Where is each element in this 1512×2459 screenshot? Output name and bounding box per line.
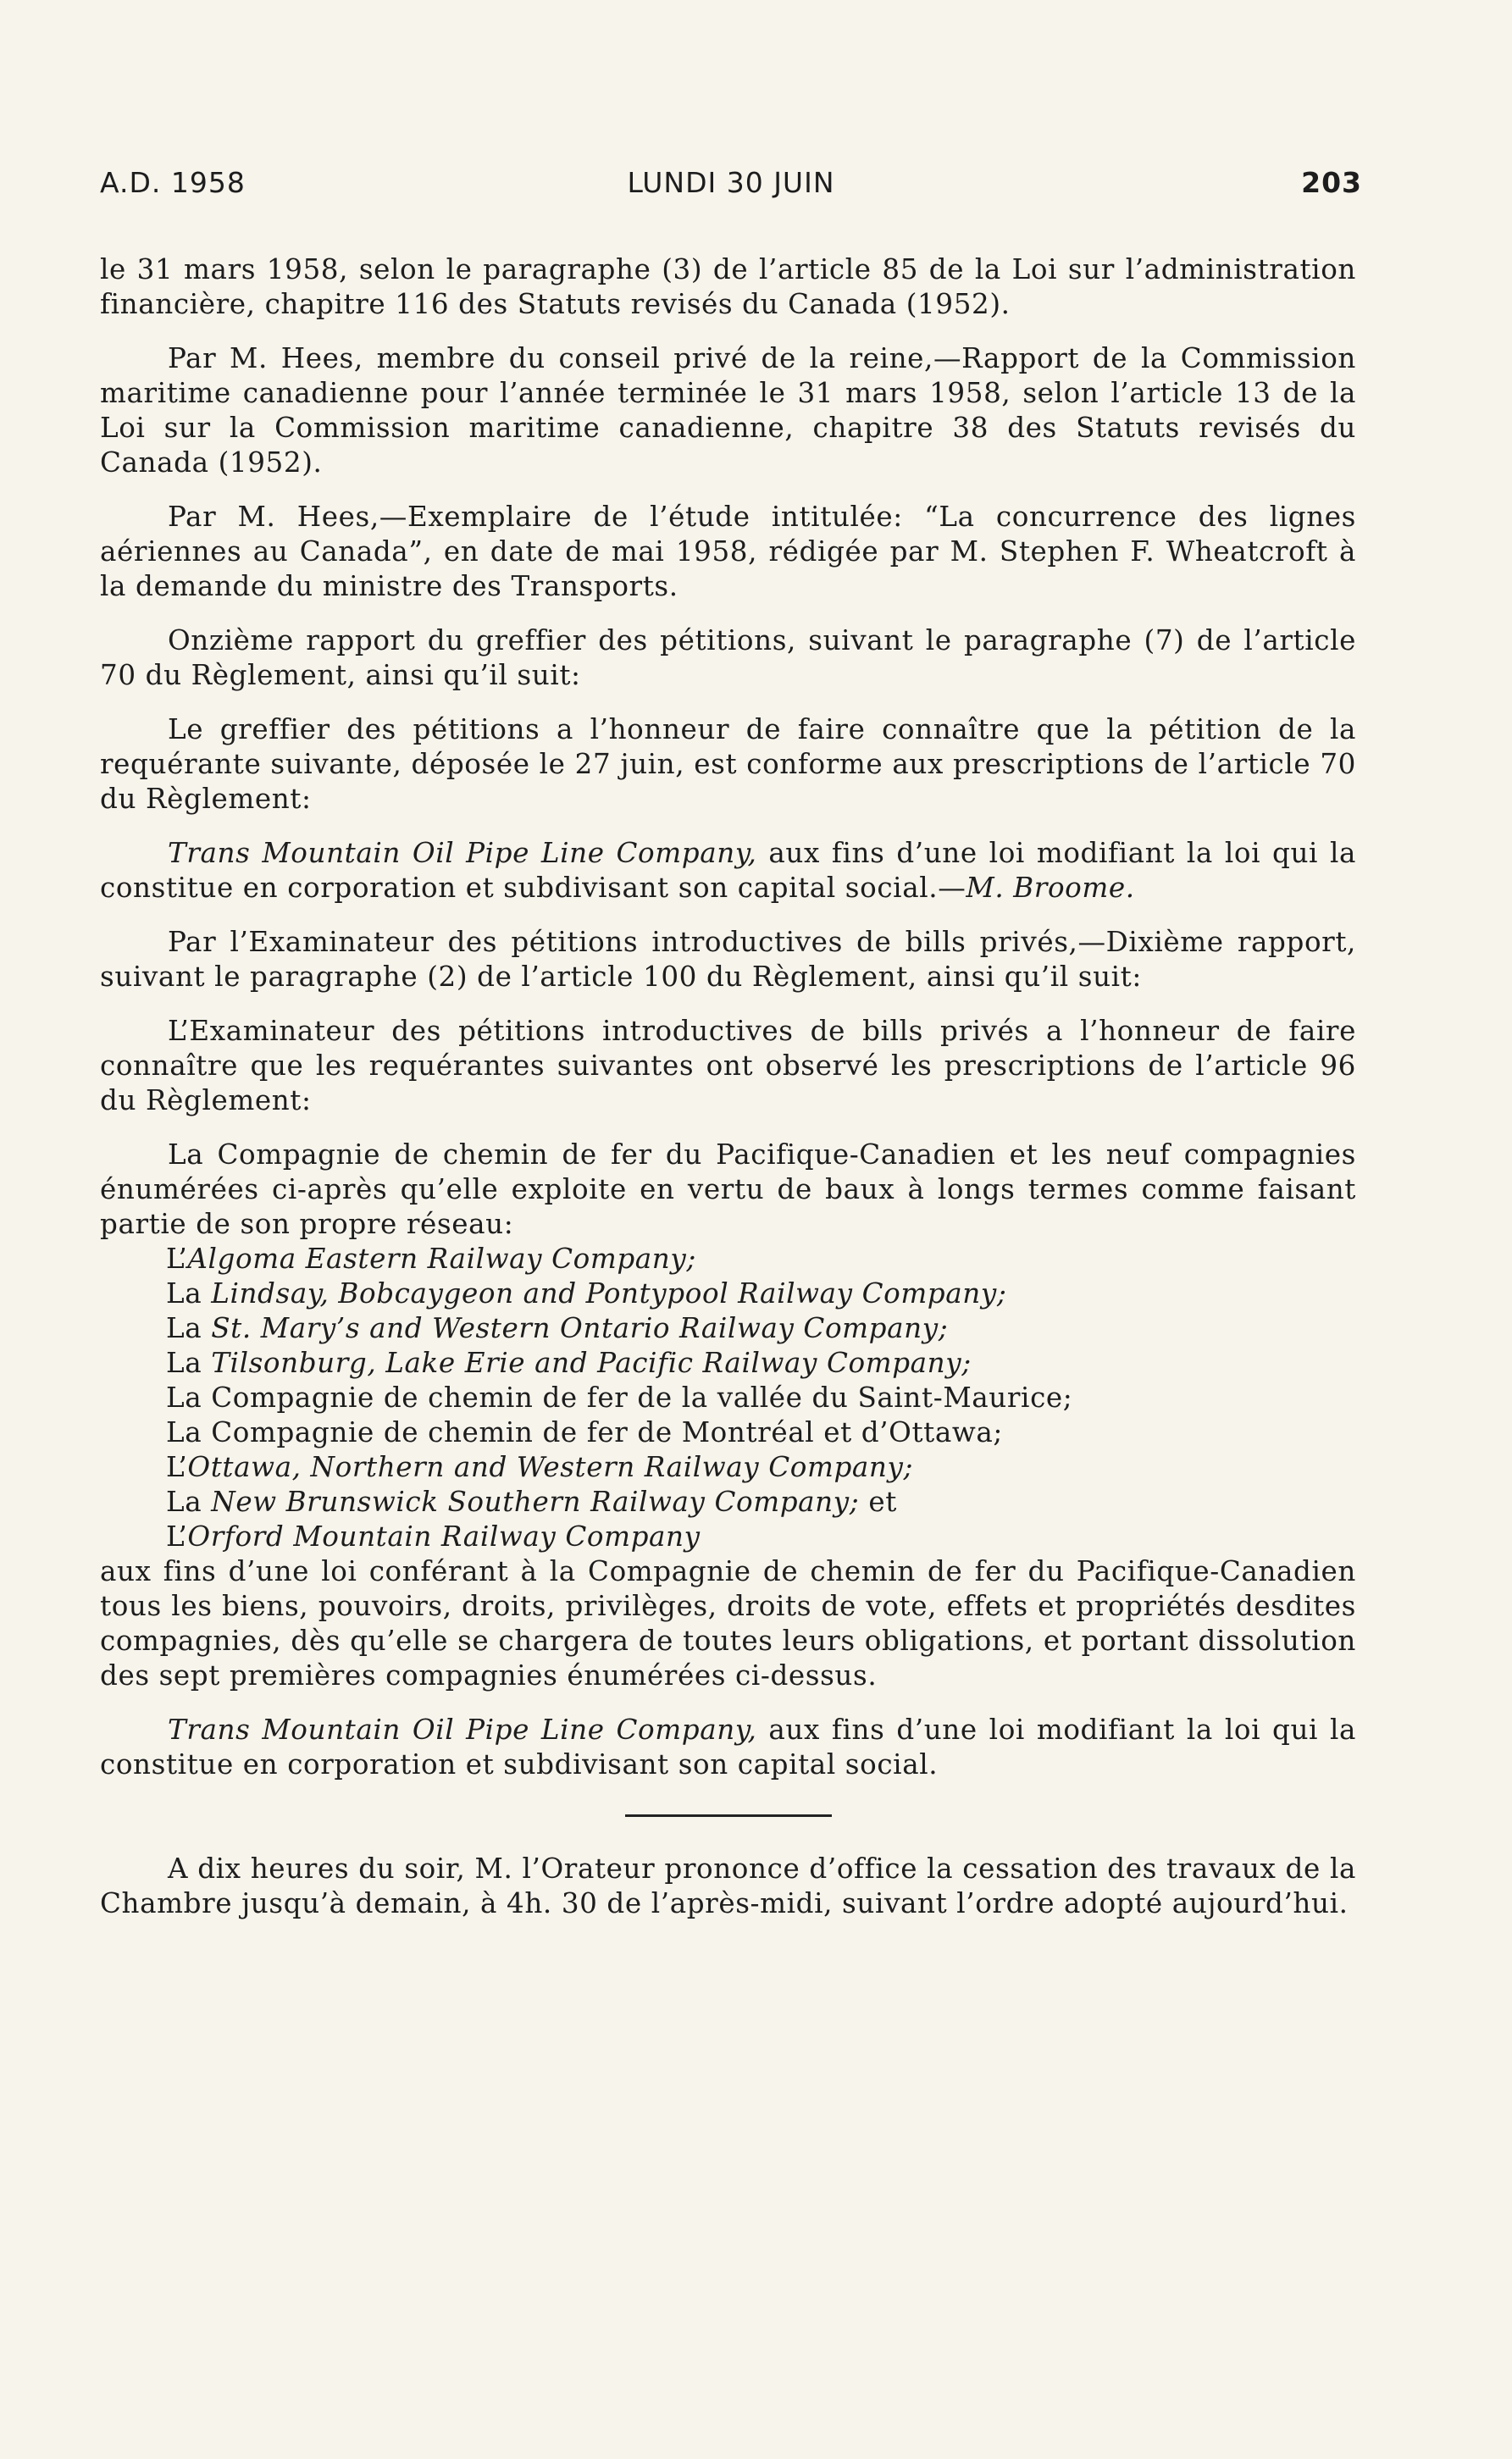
list-item: La Compagnie de chemin de fer de la vallée du Saint-Maurice; bbox=[166, 1382, 1073, 1414]
paragraph-clerk-petition: Le greffier des pétitions a l’honneur de faire connaître que la pétition de la requérante suivante, déposée le 27 juin, est conforme aux prescriptions de l’article 70 du Règlement: bbox=[100, 713, 1356, 815]
paragraph-bill-purpose: aux fins d’une loi conférant à la Compagnie de chemin de fer du Pacifique-Canadien tous les biens, pouvoirs, droits, privilèges, droits de vote, effets et propriétés desdites compagnies, dès qu’elle se chargera de toutes leurs obligations, et portant dissolution des sept premières compagnies énumérées ci-dessus. bbox=[100, 1555, 1356, 1692]
list-item: La Tilsonburg, Lake Erie and Pacific Railway Company; bbox=[166, 1347, 972, 1379]
running-header bbox=[100, 166, 1362, 203]
paragraph-trans-mountain-petition bbox=[100, 836, 1356, 906]
paragraph-examiner-report: Par l’Examinateur des pétitions introductives de bills privés,—Dixième rapport, suivant le paragraphe (2) de l’article 100 du Règlement, ainsi qu’il suit: bbox=[100, 926, 1356, 993]
list-item: L’Orford Mountain Railway Company bbox=[166, 1520, 701, 1553]
member-signature: M. Broome. bbox=[966, 872, 1135, 904]
paragraph-continuation: le 31 mars 1958, selon le paragraphe (3) de l’article 85 de la Loi sur l’administration financière, chapitre 116 des Statuts revisés du Canada (1952). bbox=[100, 253, 1356, 320]
list-item: L’Algoma Eastern Railway Company; bbox=[166, 1243, 696, 1275]
paragraph-petitions-report: Onzième rapport du greffier des pétitions, suivant le paragraphe (7) de l’article 70 du Règlement, ainsi qu’il suit: bbox=[100, 624, 1356, 691]
bill-text: aux fins d’une loi modifiant la loi qui la constitue en corporation et subdivisant son capital social. bbox=[100, 1714, 1356, 1781]
petition-text: aux fins d’une loi modifiant la loi qui la constitue en corporation et subdivisant son capital social.— bbox=[100, 837, 1356, 904]
list-item: La St. Mary’s and Western Ontario Railway Company; bbox=[166, 1312, 949, 1344]
page-number: 203 bbox=[1301, 166, 1362, 199]
company-name: Trans Mountain Oil Pipe Line Company, bbox=[168, 1714, 757, 1746]
paragraph-airline-study: Par M. Hees,—Exemplaire de l’étude intitulée: “La concurrence des lignes aériennes au Canada”, en date de mai 1958, rédigée par M. Stephen F. Wheatcroft à la demande du ministre des Transports. bbox=[100, 501, 1356, 602]
list-item: La Compagnie de chemin de fer de Montréal et d’Ottawa; bbox=[166, 1416, 1003, 1448]
paragraph-trans-mountain-bill bbox=[100, 1713, 1356, 1782]
company-name: Trans Mountain Oil Pipe Line Company, bbox=[168, 837, 757, 869]
paragraph-maritime-report: Par M. Hees, membre du conseil privé de la reine,—Rapport de la Commission maritime canadienne pour l’année terminée le 31 mars 1958, selon l’article 13 de la Loi sur la Commission maritime canadienne, chapitre 38 des Statuts revisés du Canada (1952). bbox=[100, 342, 1356, 479]
header-date: LUNDI 30 JUIN bbox=[627, 166, 835, 199]
paragraph-cpr-companies: La Compagnie de chemin de fer du Pacifique-Canadien et les neuf compagnies énumérées ci-après qu’elle exploite en vertu de baux à longs termes comme faisant partie de son propre réseau: bbox=[100, 1138, 1356, 1240]
header-year: A.D. 1958 bbox=[100, 166, 246, 199]
paragraph-adjournment: A dix heures du soir, M. l’Orateur prononce d’office la cessation des travaux de la Chambre jusqu’à demain, à 4h. 30 de l’après-midi, suivant l’ordre adopté aujourd’hui. bbox=[100, 1853, 1356, 1919]
paragraph-examiner-statement: L’Examinateur des pétitions introductives de bills privés a l’honneur de faire connaître que les requérantes suivantes ont observé les prescriptions de l’article 96 du Règlement: bbox=[100, 1015, 1356, 1116]
page-body bbox=[100, 252, 1356, 1941]
list-item: La Lindsay, Bobcaygeon and Pontypool Railway Company; bbox=[166, 1277, 1007, 1310]
company-list bbox=[100, 1242, 1356, 1554]
list-item: L’Ottawa, Northern and Western Railway Company; bbox=[166, 1451, 914, 1483]
section-divider bbox=[625, 1814, 832, 1817]
list-item: La New Brunswick Southern Railway Company; et bbox=[166, 1486, 897, 1518]
